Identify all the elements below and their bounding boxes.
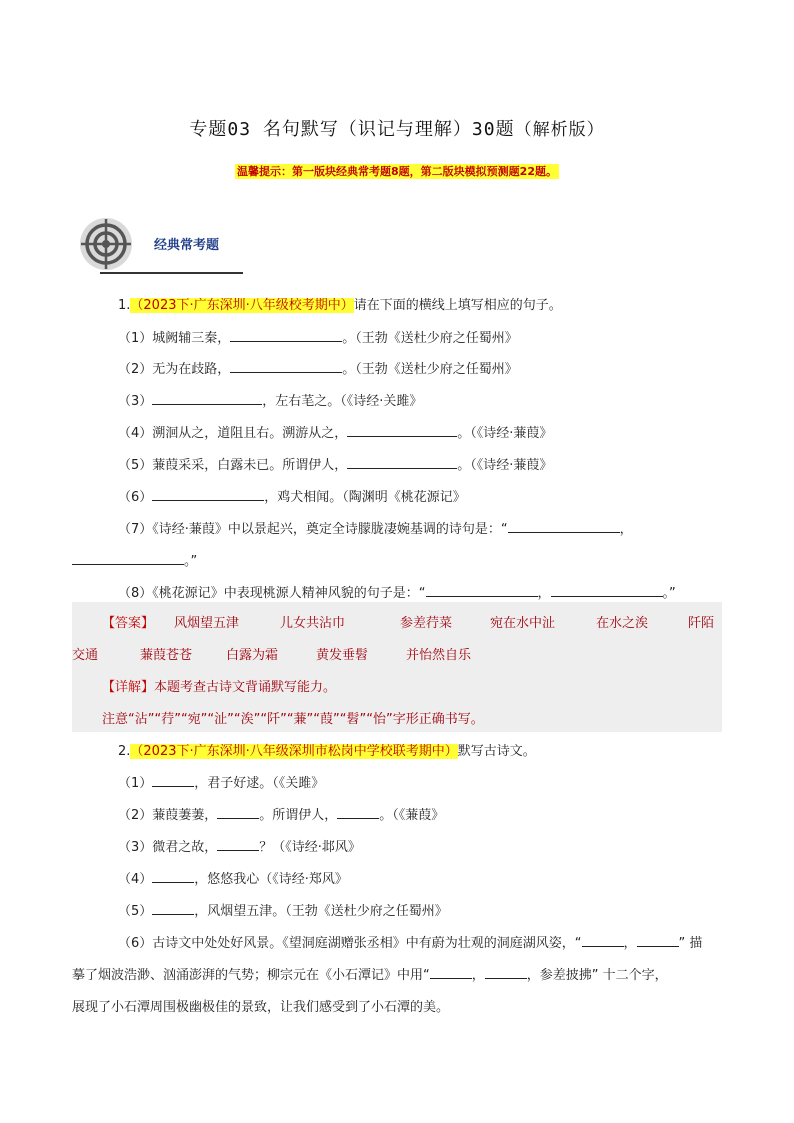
q1-item-5 <box>118 454 552 473</box>
answer-blank[interactable] <box>152 870 194 883</box>
q2-item-2-mid: 。所谓伊人， <box>259 808 338 823</box>
answer-text: 儿女共沾巾 <box>280 616 346 631</box>
q1-item-4-post: 。（《诗经·蒹葭》 <box>457 426 553 441</box>
answer-blank[interactable] <box>152 392 262 405</box>
q2-stem <box>118 740 536 759</box>
q2-item-6-l1c: ” 描 <box>678 936 703 951</box>
q1-item-8-a: （8）《桃花源记》中表现桃源人精神风貌的句子是：“ <box>118 586 426 601</box>
answer-text: 风烟望五津 <box>174 616 240 631</box>
detail-text: 本题考查古诗文背诵默写能力。 <box>154 680 337 695</box>
answer-text: 黄发垂髫 <box>316 648 369 663</box>
q2-item-6-l1 <box>118 932 702 951</box>
answer-text: 参差荇菜 <box>400 616 453 631</box>
answer-blank[interactable] <box>230 329 342 342</box>
answer-item <box>72 644 98 663</box>
detail-tag: 【详解】 <box>102 680 155 695</box>
target-icon <box>78 216 134 272</box>
answer-blank[interactable] <box>508 520 620 533</box>
title-sub: （解析版） <box>514 120 605 140</box>
q1-item-1-post: 。（王勃《送杜少府之任蜀州》 <box>342 331 518 346</box>
answer-text: 并怡然自乐 <box>406 648 472 663</box>
q2-item-6-l1b: ， <box>623 936 637 951</box>
q1-source: （2023下·广东深圳·八年级校考期中） <box>130 298 354 313</box>
answer-blank[interactable] <box>152 774 194 787</box>
q1-stem <box>118 294 562 313</box>
answer-blank[interactable] <box>152 488 264 501</box>
q1-number: 1. <box>118 298 131 313</box>
tip-text: 温馨提示：第一版块经典常考题8题，第二版块模拟预测题22题。 <box>237 165 557 178</box>
answer-item <box>490 612 555 631</box>
answer-blank[interactable] <box>637 934 679 947</box>
q2-item-2 <box>118 804 444 823</box>
answer-text: 白露为霜 <box>226 648 279 663</box>
q2-stem-text: 默写古诗文。 <box>457 744 536 759</box>
q1-item-6-post: ，鸡犬相闻。（陶渊明《桃花源记》 <box>264 490 466 505</box>
answer-item <box>406 644 471 663</box>
q2-number: 2. <box>118 744 131 759</box>
q1-item-8-c: 。” <box>662 586 676 601</box>
q1-item-5-pre: （5）蒹葭采采，白露未已。所谓伊人， <box>118 458 348 473</box>
q2-item-6-l3 <box>72 996 449 1015</box>
q1-item-1 <box>118 327 518 346</box>
q2-item-3-post: ？（《诗经·邶风》 <box>259 840 361 855</box>
q1-item-4 <box>118 422 552 441</box>
section-label: 经典常考题 <box>154 238 220 253</box>
q2-item-3 <box>118 836 361 855</box>
answer-item <box>280 612 345 631</box>
answer-blank[interactable] <box>72 552 184 565</box>
q2-item-6-l2c: ，参差披拂” 十二个字， <box>526 968 668 983</box>
answer-item <box>226 644 278 663</box>
title-main: 专题03 名句默写（识记与理解）30题 <box>189 119 515 140</box>
answer-blank[interactable] <box>582 934 624 947</box>
q2-item-6-l2a: 摹了烟波浩渺、汹涌澎湃的气势；柳宗元在《小石潭记》中用“ <box>72 968 430 983</box>
q1-item-2-post: 。（王勃《送杜少府之任蜀州》 <box>342 362 518 377</box>
answer-blank[interactable] <box>337 806 379 819</box>
q1-item-6 <box>118 486 466 505</box>
answer-blank[interactable] <box>217 806 259 819</box>
q1-item-7-cont <box>72 550 197 569</box>
answer-blank[interactable] <box>347 456 457 469</box>
q1-item-3-pre: （3） <box>118 394 153 409</box>
answer-text: 交通 <box>72 648 99 663</box>
page-title <box>0 115 794 141</box>
q2-item-1-post: ，君子好逑。（《关雎》 <box>194 776 325 791</box>
q2-item-6-l2b: ， <box>471 968 485 983</box>
tip-banner <box>0 160 794 179</box>
q2-item-5-post: ，风烟望五津。（王勃《送杜少府之任蜀州》 <box>194 904 448 919</box>
q1-item-4-pre: （4）溯洄从之，道阻且右。溯游从之， <box>118 426 348 441</box>
q2-item-1-pre: （1） <box>118 776 153 791</box>
answer-blank[interactable] <box>426 584 538 597</box>
q1-stem-text: 请在下面的横线上填写相应的句子。 <box>353 298 562 313</box>
answer-tag: 【答案】 <box>102 616 155 631</box>
answer-text: 蒹葭苍苍 <box>140 648 193 663</box>
q1-item-3-post: ，左右芼之。（《诗经·关雎》 <box>262 394 423 409</box>
q1-item-2-pre: （2）无为在歧路， <box>118 362 231 377</box>
q1-item-1-pre: （1）城阙辅三秦， <box>118 331 231 346</box>
q2-source: （2023下·广东深圳·八年级深圳市松岗中学校联考期中） <box>130 744 458 759</box>
section-divider <box>100 272 243 274</box>
q1-item-7-b: ， <box>619 522 633 537</box>
q1-item-2 <box>118 358 518 377</box>
q1-item-7-c: 。” <box>184 554 198 569</box>
q2-item-1 <box>118 772 324 791</box>
answer-item <box>316 644 368 663</box>
answer-blank[interactable] <box>152 902 194 915</box>
q2-item-6-l3: 展现了小石潭周围极幽极佳的景致，让我们感受到了小石潭的美。 <box>72 1000 450 1015</box>
q1-item-7 <box>118 518 633 537</box>
answer-blank[interactable] <box>347 424 457 437</box>
answer-item <box>140 644 192 663</box>
q2-item-2-post: 。（《蒹葭》 <box>379 808 445 823</box>
answer-blank[interactable] <box>485 966 527 979</box>
q2-item-5 <box>118 900 448 919</box>
q1-item-5-post: 。（《诗经·蒹葭》 <box>457 458 553 473</box>
q2-item-6-l2 <box>72 964 668 983</box>
q2-item-3-pre: （3）微君之故， <box>118 840 218 855</box>
answer-blank[interactable] <box>230 360 342 373</box>
answer-text: 阡陌 <box>688 616 715 631</box>
q1-item-8-b: ， <box>537 586 551 601</box>
note-text: 注意“沾”“荇”“宛”“沚”“涘”“阡”“蒹”“葭”“髫”“怡”字形正确书写。 <box>102 712 484 727</box>
answer-text: 在水之涘 <box>596 616 649 631</box>
answer-item <box>688 612 714 631</box>
answer-blank[interactable] <box>217 838 259 851</box>
answer-text: 宛在水中沚 <box>490 616 556 631</box>
q2-item-4 <box>118 868 348 887</box>
note-row <box>102 708 484 727</box>
q2-item-4-post: ，悠悠我心（《诗经·郑风》 <box>194 872 348 887</box>
answer-blank[interactable] <box>551 584 663 597</box>
q1-item-7-a: （7）《诗经·蒹葭》中以景起兴，奠定全诗朦胧凄婉基调的诗句是：“ <box>118 522 508 537</box>
q2-item-2-pre: （2）蒹葭萋萋， <box>118 808 218 823</box>
q2-item-4-pre: （4） <box>118 872 153 887</box>
q2-item-5-pre: （5） <box>118 904 153 919</box>
q2-item-6-l1a: （6）古诗文中处处好风景。《望洞庭湖赠张丞相》中有蔚为壮观的洞庭湖风姿，“ <box>118 936 582 951</box>
q1-item-6-pre: （6） <box>118 490 153 505</box>
detail-row <box>102 676 336 695</box>
q1-item-3 <box>118 390 422 409</box>
answer-item <box>400 612 452 631</box>
answer-item <box>596 612 648 631</box>
answer-row-1 <box>102 612 154 631</box>
answer-item <box>174 612 239 631</box>
q1-item-8 <box>118 582 676 601</box>
answer-blank[interactable] <box>430 966 472 979</box>
